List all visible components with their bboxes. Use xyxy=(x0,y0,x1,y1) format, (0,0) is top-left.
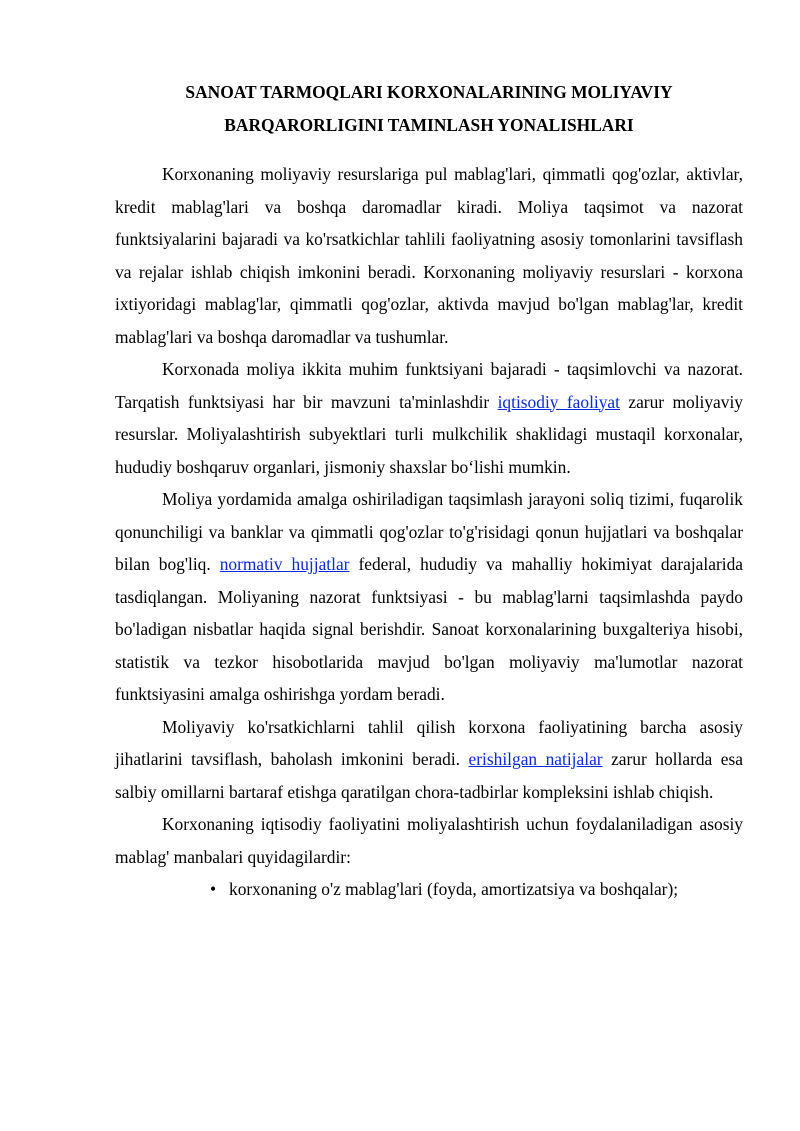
paragraph-5: Korxonaning iqtisodiy faoliyatini moliyalashtirish uchun foydalaniladigan asosiy mablag' manbalari quyidagilardir: xyxy=(115,814,743,867)
link-normativ-hujjatlar[interactable]: normativ hujjatlar xyxy=(219,554,350,574)
paragraph-3-text-after: federal, hududiy va mahalliy hokimiyat darajalarida tasdiqlangan. Moliyaning nazorat funktsiyasi - bu mablag'larni taqsimlashda paydo bo'ladigan nisbatlar haqida signal berishdir. Sanoat korxonalarining buxgalteriya hisobi, statistik va tezkor hisobotlarida mavjud bo'lgan moliyaviy ma'lumotlar nazorat funktsiyasini amalga oshirishga yordam beradi. xyxy=(115,554,743,704)
list-item-text: korxonaning o'z mablag'lari (foyda, amortizatsiya va boshqalar); xyxy=(229,879,679,899)
bullet-marker: • xyxy=(210,879,217,899)
paragraph-3 xyxy=(115,483,743,711)
paragraph-2-text-before: Korxonada moliya ikkita muhim funktsiyani bajaradi - taqsimlovchi va nazorat. Tarqatish funktsiyasi har bir mavzuni ta'minlashdir xyxy=(115,359,743,412)
link-erishilgan-natijalar[interactable]: erishilgan natijalar xyxy=(468,749,603,769)
paragraph-4 xyxy=(115,711,743,809)
link-iqtisodiy-faoliyat[interactable]: iqtisodiy faoliyat xyxy=(497,391,620,412)
paragraph-4-text-before: Moliyaviy ko'rsatkichlarni tahlil qilish korxona faoliyatining barcha asosiy jihatlarini tavsiflash, baholash imkonini beradi. xyxy=(115,716,743,769)
paragraph-1: Korxonaning moliyaviy resurslariga pul mablag'lari, qimmatli qog'ozlar, aktivlar, kredit mablag'lari va boshqa daromadlar kiradi. Moliya taqsimot va nazorat funktsiyalarini bajaradi va ko'rsatkichlar tahlili faoliyatning asosiy tomonlarini tavsiflash va rejalar ishlab chiqish imkonini beradi. Korxonaning moliyaviy resurslari - korxona ixtiyoridagi mablag'lar, qimmatli qog'ozlar, aktivda mavjud bo'lgan mablag'lar, kredit mablag'lari va boshqa daromadlar va tushumlar. xyxy=(115,164,743,347)
title-line-2: BARQARORLIGINI TAMINLASH YONALISHLARI xyxy=(224,114,634,135)
paragraph-3-text-before: Moliya yordamida amalga oshiriladigan taqsimlash jarayoni soliq tizimi, fuqarolik qonunchiligi va banklar va qimmatli qog'ozlar to'g'risidagi qonun hujjatlari va boshqalar bilan bog'liq. xyxy=(115,489,743,574)
list-item xyxy=(210,873,743,906)
paragraph-2 xyxy=(115,353,743,483)
document-title xyxy=(115,76,743,141)
title-line-1: SANOAT TARMOQLARI KORXONALARINING MOLIYAVIY xyxy=(185,82,673,102)
paragraph-4-text-after: zarur hollarda esa salbiy omillarni bartaraf etishga qaratilgan chora-tadbirlar kompleksini ishlab chiqish. xyxy=(115,749,743,802)
paragraph-2-text-after: zarur moliyaviy resurslar. Moliyalashtirish subyektlari turli mulkchilik shaklidagi mustaqil korxonalar, hududiy boshqaruv organlari, jismoniy shaxslar bo‘lishi mumkin. xyxy=(115,391,744,477)
bullet-list xyxy=(115,873,743,906)
